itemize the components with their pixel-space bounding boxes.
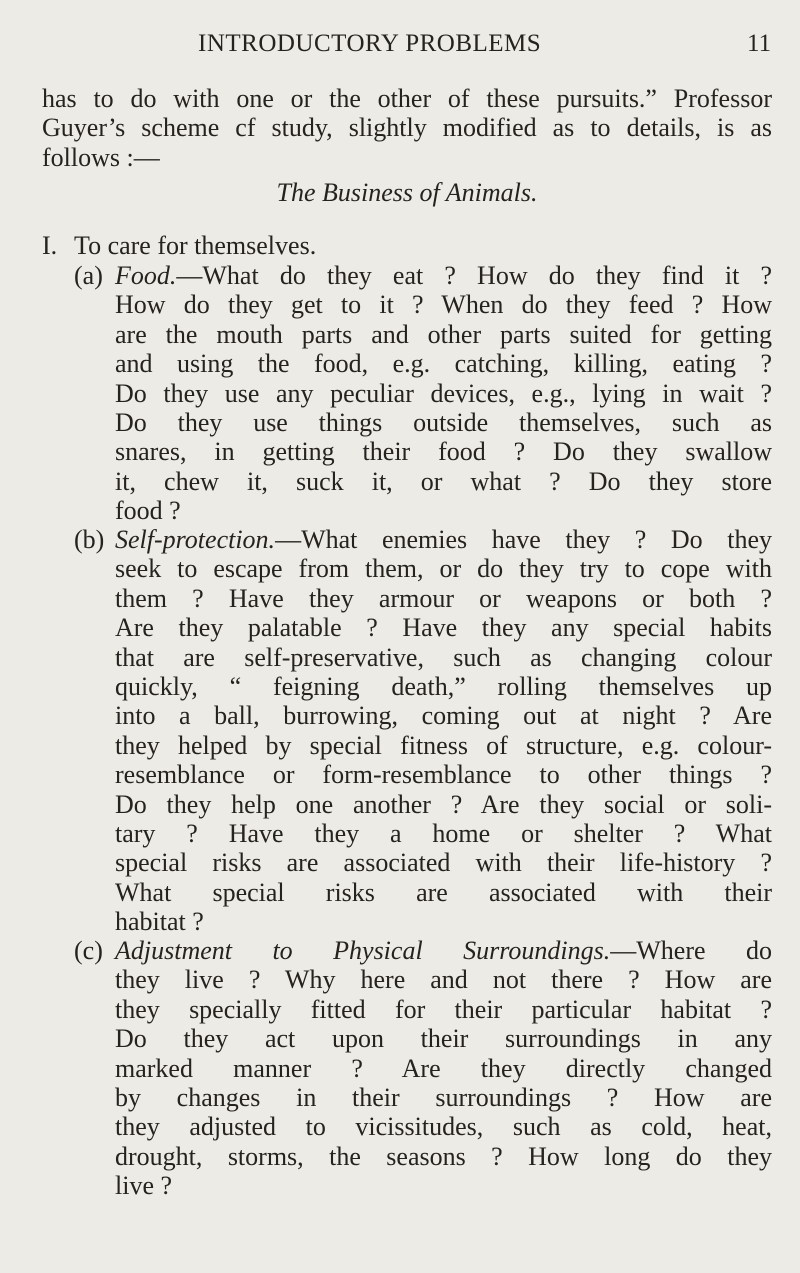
item-line: Do they use things outside themselves, such as xyxy=(115,407,772,437)
intro-line: Guyer’s scheme cf study, slightly modified as to details, is as xyxy=(42,113,772,143)
item-line: tary ? Have they a home or shelter ? What xyxy=(115,818,772,848)
item-line: and using the food, e.g. catching, killing, eating ? xyxy=(115,349,772,379)
item-adjustment xyxy=(115,936,772,1201)
item-line: Do they help one another ? Are they social or soli- xyxy=(115,789,772,819)
item-line: they adjusted to vicissitudes, such as cold, heat, xyxy=(115,1112,772,1142)
item-line: that are self-preservative, such as changing colour xyxy=(115,642,772,672)
section-title: To care for themselves. xyxy=(74,231,317,260)
item-line: into a ball, burrowing, coming out at night ? Are xyxy=(115,701,772,731)
page-number: 11 xyxy=(747,30,772,57)
item-lead: —What do they eat ? How do they find it ? xyxy=(176,261,772,290)
item-line: How do they get to it ? When do they feed ? How xyxy=(115,290,772,320)
item-line: they live ? Why here and not there ? How are xyxy=(115,965,772,995)
item-line: snares, in getting their food ? Do they swallow xyxy=(115,437,772,467)
item-marker-c: (c) xyxy=(74,936,103,965)
item-line: they helped by special fitness of structure, e.g. colour- xyxy=(115,730,772,760)
item-line: Are they palatable ? Have they any special habits xyxy=(115,613,772,643)
item-line: it, chew it, suck it, or what ? Do they store xyxy=(115,466,772,496)
item-marker-b: (b) xyxy=(74,525,105,554)
intro-paragraph xyxy=(42,84,772,172)
item-line: quickly, “ feigning death,” rolling themselves up xyxy=(115,671,772,701)
intro-line: follows :— xyxy=(42,142,160,172)
item-line: them ? Have they armour or weapons or both ? xyxy=(115,583,772,613)
item-line: seek to escape from them, or do they try to cope with xyxy=(115,554,772,584)
item-line: special risks are associated with their life-history ? xyxy=(115,848,772,878)
item-title: Self-protection. xyxy=(115,525,276,554)
item-self-protection xyxy=(115,525,772,936)
running-title: INTRODUCTORY PROBLEMS xyxy=(198,30,542,57)
item-title: Food. xyxy=(115,261,177,290)
item-first-line xyxy=(115,261,772,290)
intro-line: has to do with one or the other of these pursuits.” Professor xyxy=(42,84,772,113)
item-line: What special risks are associated with their xyxy=(115,877,772,907)
section-numeral: I. xyxy=(42,231,58,260)
item-line: they specially fitted for their particular habitat ? xyxy=(115,994,772,1024)
scheme-heading: The Business of Animals. xyxy=(276,178,538,207)
item-lead: —Where do xyxy=(610,936,772,965)
item-lead: —What enemies have they ? Do they xyxy=(275,525,772,554)
item-line: live ? xyxy=(115,1171,173,1201)
item-line: are the mouth parts and other parts suited for getting xyxy=(115,319,772,349)
item-line: Do they use any peculiar devices, e.g., lying in wait ? xyxy=(115,378,772,408)
item-line: resemblance or form-resemblance to other things ? xyxy=(115,760,772,790)
item-line: Do they act upon their surroundings in any xyxy=(115,1024,772,1054)
item-line: drought, storms, the seasons ? How long do they xyxy=(115,1141,772,1171)
item-line: marked manner ? Are they directly changed xyxy=(115,1053,772,1083)
item-first-line xyxy=(115,525,772,554)
item-title: Adjustment to Physical Surroundings. xyxy=(115,936,611,965)
item-line: food ? xyxy=(115,496,181,526)
item-food xyxy=(115,261,772,526)
item-line: habitat ? xyxy=(115,907,204,937)
item-first-line xyxy=(115,936,772,965)
running-head xyxy=(0,30,800,70)
item-marker-a: (a) xyxy=(74,261,103,290)
item-line: by changes in their surroundings ? How are xyxy=(115,1082,772,1112)
